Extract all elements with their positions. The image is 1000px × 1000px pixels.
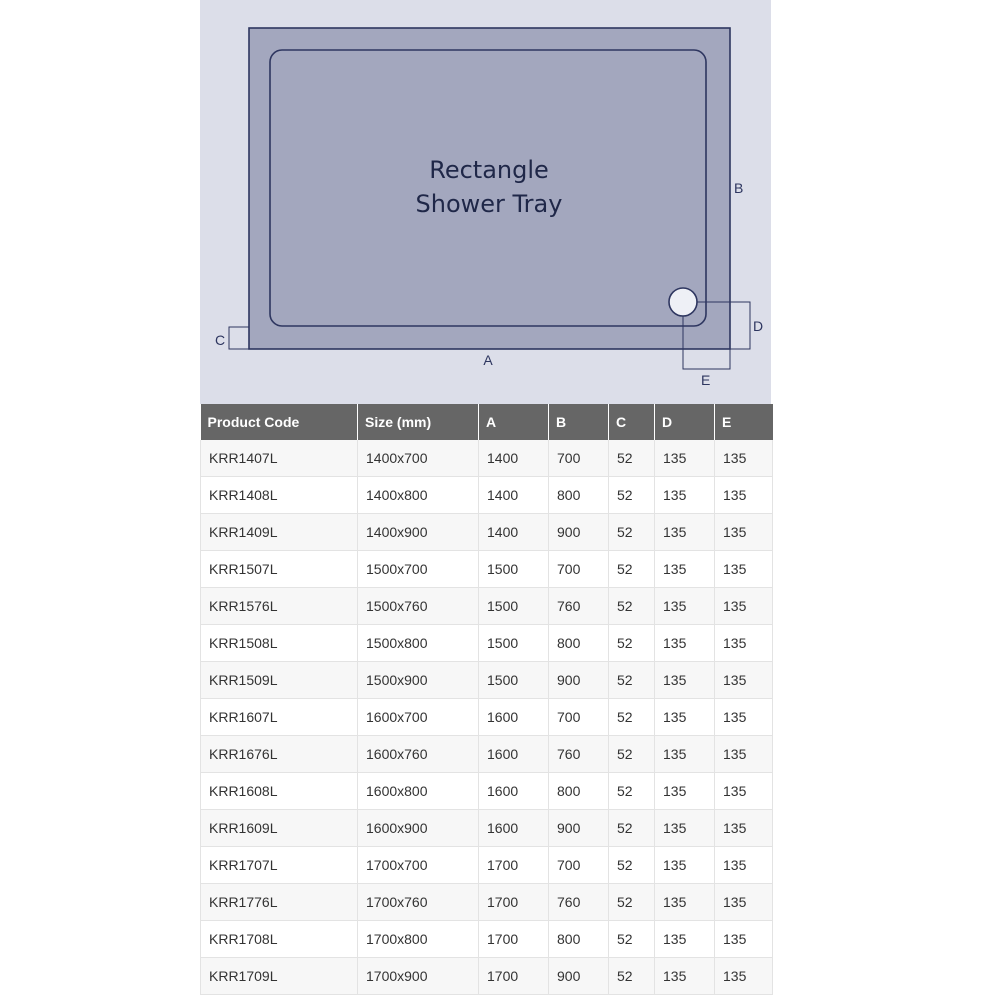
table-body [201,440,773,995]
tray-inner-outline [270,50,706,326]
cell-product-code: KRR1707L [201,847,358,884]
cell-d: 135 [655,810,715,847]
cell-b: 900 [549,662,609,699]
cell-d: 135 [655,440,715,477]
cell-a: 1600 [479,736,549,773]
cell-c: 52 [609,662,655,699]
dimension-label-c: C [215,332,226,348]
table-row [201,736,773,773]
cell-c: 52 [609,514,655,551]
header-c: C [609,404,655,440]
cell-c: 52 [609,588,655,625]
cell-a: 1400 [479,440,549,477]
cell-product-code: KRR1609L [201,810,358,847]
cell-e: 135 [715,588,773,625]
cell-a: 1500 [479,625,549,662]
table-header-row [201,404,773,440]
cell-c: 52 [609,810,655,847]
cell-size: 1600x800 [358,773,479,810]
cell-size: 1500x900 [358,662,479,699]
table-row [201,884,773,921]
cell-product-code: KRR1776L [201,884,358,921]
cell-c: 52 [609,477,655,514]
cell-size: 1500x760 [358,588,479,625]
table-row [201,588,773,625]
cell-a: 1600 [479,773,549,810]
cell-product-code: KRR1708L [201,921,358,958]
cell-product-code: KRR1408L [201,477,358,514]
cell-c: 52 [609,847,655,884]
cell-c: 52 [609,736,655,773]
cell-e: 135 [715,440,773,477]
cell-a: 1500 [479,588,549,625]
table-row [201,773,773,810]
cell-c: 52 [609,625,655,662]
cell-b: 900 [549,958,609,995]
cell-b: 800 [549,921,609,958]
table-row [201,847,773,884]
table-row [201,921,773,958]
cell-d: 135 [655,514,715,551]
cell-product-code: KRR1409L [201,514,358,551]
cell-a: 1500 [479,662,549,699]
cell-c: 52 [609,699,655,736]
header-product-code: Product Code [201,404,358,440]
tray-title-line-1: Rectangle [429,156,549,184]
cell-e: 135 [715,625,773,662]
cell-c: 52 [609,884,655,921]
header-e: E [715,404,773,440]
cell-d: 135 [655,773,715,810]
cell-e: 135 [715,477,773,514]
table-row [201,810,773,847]
shower-tray-diagram [200,0,771,404]
cell-a: 1400 [479,514,549,551]
cell-b: 760 [549,588,609,625]
cell-a: 1600 [479,699,549,736]
table-row [201,477,773,514]
cell-b: 760 [549,736,609,773]
cell-b: 900 [549,514,609,551]
cell-d: 135 [655,921,715,958]
cell-product-code: KRR1709L [201,958,358,995]
cell-e: 135 [715,921,773,958]
cell-product-code: KRR1608L [201,773,358,810]
product-spec-table [200,404,773,995]
cell-product-code: KRR1607L [201,699,358,736]
cell-d: 135 [655,625,715,662]
cell-size: 1700x800 [358,921,479,958]
dimension-label-d: D [753,318,764,334]
cell-a: 1500 [479,551,549,588]
tray-title-line-2: Shower Tray [415,190,563,218]
cell-b: 700 [549,847,609,884]
cell-d: 135 [655,477,715,514]
cell-d: 135 [655,551,715,588]
cell-product-code: KRR1509L [201,662,358,699]
cell-b: 700 [549,551,609,588]
cell-d: 135 [655,847,715,884]
cell-size: 1700x900 [358,958,479,995]
cell-d: 135 [655,662,715,699]
waste-outlet-circle [669,288,697,316]
header-d: D [655,404,715,440]
table-row [201,662,773,699]
cell-d: 135 [655,884,715,921]
dimension-label-a: A [483,352,493,368]
cell-b: 700 [549,440,609,477]
cell-a: 1700 [479,958,549,995]
cell-c: 52 [609,773,655,810]
cell-e: 135 [715,773,773,810]
cell-d: 135 [655,958,715,995]
cell-b: 900 [549,810,609,847]
table-row [201,699,773,736]
cell-product-code: KRR1507L [201,551,358,588]
cell-d: 135 [655,699,715,736]
header-size: Size (mm) [358,404,479,440]
table-row [201,958,773,995]
table-row [201,514,773,551]
cell-size: 1500x800 [358,625,479,662]
cell-e: 135 [715,514,773,551]
cell-e: 135 [715,736,773,773]
cell-size: 1500x700 [358,551,479,588]
cell-size: 1400x800 [358,477,479,514]
table-row [201,551,773,588]
cell-size: 1600x700 [358,699,479,736]
cell-e: 135 [715,662,773,699]
cell-size: 1600x760 [358,736,479,773]
cell-b: 800 [549,625,609,662]
cell-b: 800 [549,477,609,514]
cell-a: 1400 [479,477,549,514]
cell-d: 135 [655,588,715,625]
header-a: A [479,404,549,440]
dimension-label-e: E [701,372,711,388]
cell-b: 800 [549,773,609,810]
cell-a: 1700 [479,921,549,958]
cell-a: 1700 [479,884,549,921]
header-b: B [549,404,609,440]
cell-c: 52 [609,551,655,588]
cell-e: 135 [715,884,773,921]
cell-a: 1600 [479,810,549,847]
cell-c: 52 [609,921,655,958]
cell-b: 700 [549,699,609,736]
cell-size: 1400x900 [358,514,479,551]
cell-a: 1700 [479,847,549,884]
cell-e: 135 [715,699,773,736]
cell-product-code: KRR1407L [201,440,358,477]
table-row [201,625,773,662]
cell-e: 135 [715,810,773,847]
cell-c: 52 [609,440,655,477]
cell-c: 52 [609,958,655,995]
diagram-svg [200,0,771,404]
cell-e: 135 [715,958,773,995]
cell-product-code: KRR1508L [201,625,358,662]
cell-size: 1400x700 [358,440,479,477]
cell-size: 1700x760 [358,884,479,921]
cell-size: 1600x900 [358,810,479,847]
cell-size: 1700x700 [358,847,479,884]
cell-product-code: KRR1576L [201,588,358,625]
cell-b: 760 [549,884,609,921]
cell-e: 135 [715,551,773,588]
cell-e: 135 [715,847,773,884]
table-row [201,440,773,477]
cell-product-code: KRR1676L [201,736,358,773]
dimension-label-b: B [734,180,744,196]
cell-d: 135 [655,736,715,773]
